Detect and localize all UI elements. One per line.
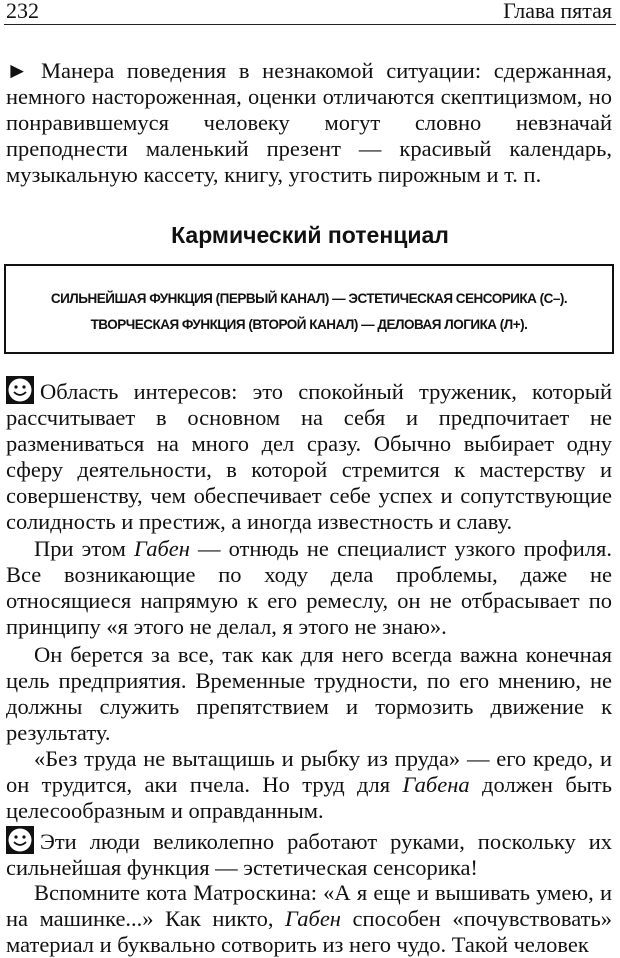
paragraph-matroskin [6, 880, 612, 958]
paragraph-hands-text: Эти люди великолепно работают руками, поскольку их сильнейшая функция — эстетическая сенсорика! [6, 829, 612, 880]
header-rule [4, 24, 616, 25]
gaben-name: Габен [133, 536, 190, 561]
section-title: Кармический потенциал [171, 222, 449, 248]
smiley-face-icon [6, 826, 34, 854]
smiley-face-icon [6, 376, 34, 404]
paragraph-generalist-text-b: — отнюдь не специалист узкого профиля. Все возникающие по ходу дела проблемы, даже не относящиеся напрямую к его ремеслу, он не отбрасывает по принципу «я этого не делал, я этого не знаю». [6, 536, 612, 639]
function-box [4, 264, 614, 354]
gaben-name: Габен [285, 906, 341, 931]
paragraph-matroskin-text-a: Вспомните кота Матроскина: «А я еще и вышивать умею, и на машинке...» Как никто, [6, 880, 612, 931]
paragraph-interests-text: Область интересов: это спокойный труженик, который рассчитывает в основном на себя и предпочитает не размениваться на много дел сразу. Обычно выбирает одну сферу деятельности, в которой стремится к мастерству и совершенству, чем обеспечивает себе успех и сопутствующие солидность и престиж, а иногда известность и славу. [6, 379, 612, 534]
chapter-title: Глава пятая [503, 0, 612, 23]
page-number: 232 [6, 0, 39, 23]
paragraph-interests [6, 376, 612, 535]
paragraph-matroskin-text-b: способен «почувствовать» материал и буквально сотворить из него чудо. Такой человек [6, 906, 612, 957]
paragraph-credo-text-a: «Без труда не вытащишь и рыбку из пруда» — его кредо, и он трудится, аки пчела. Но труд для [6, 746, 612, 797]
paragraph-credo-text-b: должен быть целесообразным и оправданным. [6, 772, 612, 823]
gaben-name: Габена [402, 772, 470, 797]
arrow-marker-icon: ► [6, 58, 29, 83]
paragraph-generalist-text-a: При этом [34, 536, 134, 561]
paragraph-generalist [6, 536, 612, 640]
intro-text: Манера поведения в незнакомой ситуации: сдержанная, немного настороженная, оценки отличаются скептицизмом, но понравившемуся человеку могут словно невзначай преподнести маленький презент — красивый календарь, музыкальную кассету, книгу, угостить пирожным и т. п. [6, 58, 612, 187]
function-box-line-2: ТВОРЧЕСКАЯ ФУНКЦИЯ (ВТОРОЙ КАНАЛ) — ДЕЛОВАЯ ЛОГИКА (Л+). [90, 317, 528, 332]
function-box-line-1: СИЛЬНЕЙШАЯ ФУНКЦИЯ (ПЕРВЫЙ КАНАЛ) — ЭСТЕТИЧЕСКАЯ СЕНСОРИКА (С–). [50, 291, 568, 306]
intro-paragraph [6, 58, 612, 188]
paragraph-goal: Он берется за все, так как для него всегда важна конечная цель предприятия. Временные трудности, по его мнению, не должны служить препятствием и тормозить движение к результату. [6, 642, 612, 745]
paragraph-credo [6, 746, 612, 824]
paragraph-hands [6, 826, 612, 881]
page-header [0, 0, 620, 26]
